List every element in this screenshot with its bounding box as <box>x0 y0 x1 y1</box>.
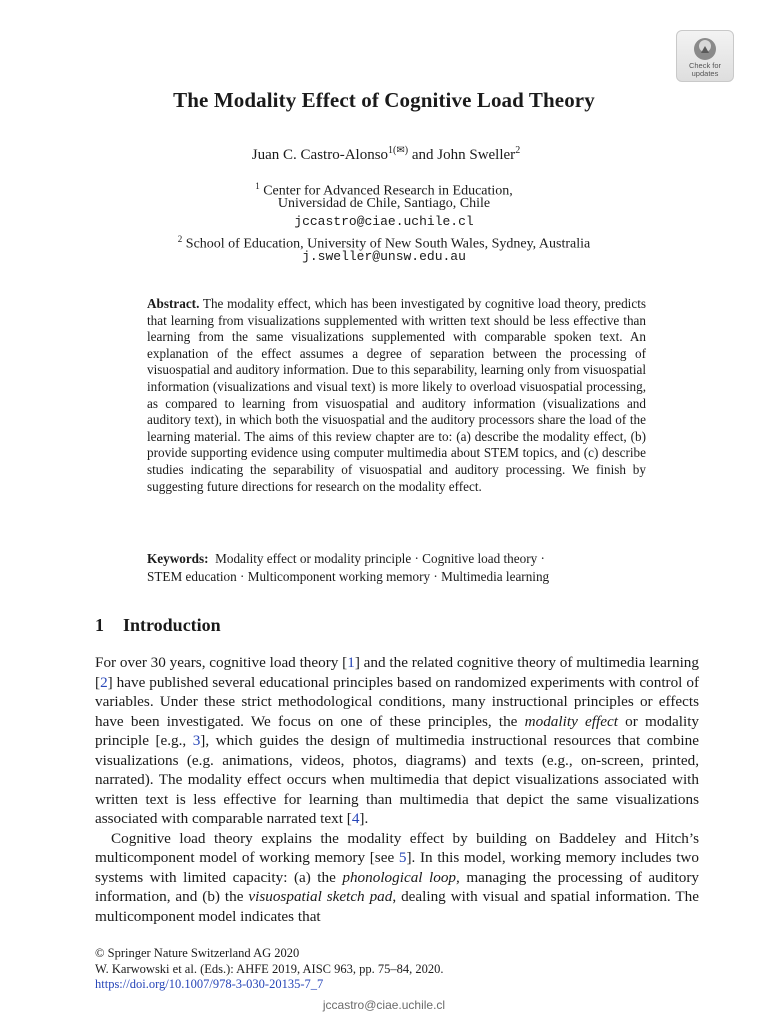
citation-link[interactable]: 2 <box>100 673 108 691</box>
keywords-line2: STEM education · Multicomponent working memory · Multimedia learning <box>147 569 550 584</box>
emphasis-term: modality effect <box>524 712 618 730</box>
crossmark-icon <box>692 36 718 62</box>
affiliation-1-line2: Universidad de Chile, Santiago, Chile <box>277 196 491 211</box>
author-1-affil: 1(✉) <box>388 145 409 156</box>
affiliation-1-number: 1 <box>255 181 260 191</box>
paragraph-1: For over 30 years, cognitive load theory [1] and the related cognitive theory of multimedia learning [2] have published several educational principles based on randomized experiments with control of variables. Under these strict methodological conditions, many instructional principles or effects have been investigated. We focus on one of these principles, the modality effect or modality principle [e.g., 3], which guides the design of multimedia instructional resources that combine visualizations (e.g. animations, videos, photos, diagrams) and texts (e.g., on-screen, printed, narrated). The modality effect occurs when multimedia that depict visualizations associated with written text is less effective for learning than multimedia that depict the same visualizations associated with comparable narrated text [4]. <box>95 654 700 827</box>
affiliation-1-email[interactable]: jccastro@ciae.uchile.cl <box>294 214 474 229</box>
watermark-email: jccastro@ciae.uchile.cl <box>322 998 446 1012</box>
affiliation-2-line1: $^2$ School of Education, University of New South Wales, Sydney, Australia <box>177 234 591 252</box>
keywords-label: Keywords: <box>147 551 209 566</box>
emphasis-term: visuospatial sketch pad <box>248 888 393 905</box>
keywords-line1: Keywords: Modality effect or modality principle · Cognitive load theory · <box>147 551 545 566</box>
abstract-label: Abstract. <box>147 296 200 311</box>
emphasis-term: phonological loop <box>342 868 457 886</box>
check-for-updates-badge[interactable] <box>676 30 734 82</box>
citation-link[interactable]: 4 <box>351 810 360 827</box>
abstract <box>147 296 646 495</box>
keywords <box>147 550 646 586</box>
paragraph-2: Cognitive load theory explains the modality effect by building on Baddeley and Hitch’s multicomponent model of working memory [see 5]. In this model, working memory includes two systems with limited capacity: (a) the phonological loop, managing the processing of auditory information, and (b) the visuospatial sketch pad, dealing with visual and spatial information. The multicomponent model indicates that <box>95 829 699 925</box>
copyright-line: © Springer Nature Switzerland AG 2020 <box>95 946 300 960</box>
section-title: Introduction <box>123 615 221 635</box>
author-line <box>0 145 768 164</box>
badge-line1: Check for <box>688 61 722 70</box>
affiliation-2-email[interactable]: j.sweller@unsw.edu.au <box>302 249 466 264</box>
affiliation-1-line1: $^1$ Center for Advanced Research in Education, <box>255 181 513 199</box>
citation-line: W. Karwowski et al. (Eds.): AHFE 2019, AISC 963, pp. 75–84, 2020. <box>95 961 444 976</box>
citation-link[interactable]: 1 <box>347 654 355 671</box>
doi-link[interactable]: https://doi.org/10.1007/978-3-030-20135-7_7 <box>95 977 324 991</box>
abstract-text: The modality effect, which has been investigated by cognitive load theory, predicts that learning from visualizations supplemented with written text should be less effective than learning from the same visualizations supplemented with comparable spoken text. An explanation of the effect assumes a degree of separation between the processing of visuospatial and auditory information. Due to this separability, learning only from visuospatial information (visualizations and visual text) is more likely to overload visuospatial processing, as compared to learning from visuospatial and auditory information (visualizations and auditory text), in which both the visuospatial and the auditory processors share the load of the learning material. The aims of this review chapter are to: (a) describe the modality effect, (b) provide supporting evidence using computer multimedia about STEM topics, and (c) describe studies indicating the separability of visuospatial and auditory processing. We finish by suggesting future directions for research on the modality effect. <box>147 296 646 494</box>
citation-link[interactable]: 5 <box>398 849 407 866</box>
author-2: John Sweller <box>437 147 516 163</box>
author-1: Juan C. Castro-Alonso <box>251 147 389 163</box>
introduction-body <box>95 653 699 926</box>
section-heading <box>95 615 221 636</box>
affiliation-2-number: 2 <box>177 234 183 244</box>
badge-line2: updates <box>691 69 719 78</box>
publication-footer <box>95 946 444 993</box>
citation-link[interactable]: 3 <box>192 732 201 749</box>
author-2-affil: 2 <box>515 145 521 156</box>
section-number: 1 <box>95 615 104 635</box>
paper-title: The Modality Effect of Cognitive Load Theory <box>173 88 595 112</box>
author-conjunction: and <box>408 147 438 163</box>
